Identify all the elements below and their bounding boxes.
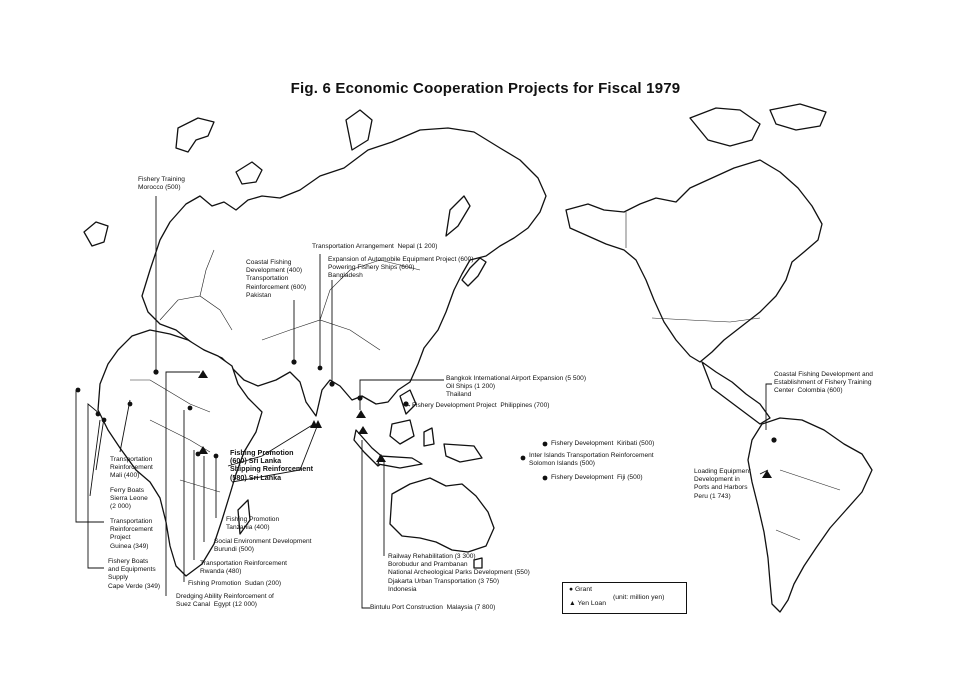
legend-grant: [569, 586, 592, 593]
marker-mali-grant: [128, 402, 133, 407]
marker-morocco-grant: [153, 369, 158, 374]
legend-grant-label: Grant: [575, 586, 592, 593]
marker-fiji-grant: [543, 476, 548, 481]
greenland-landmass: [176, 118, 262, 184]
marker-sudan-grant: [188, 406, 193, 411]
marker-philippines-grant: [403, 401, 408, 406]
map-title: Fig. 6 Economic Cooperation Projects for Fiscal 1979: [290, 80, 681, 97]
marker-guinea-grant: [96, 412, 101, 417]
marker-nepal-grant: [318, 366, 323, 371]
label-thailand: Bangkok International Airport Expansion (5 500) Oil Ships (1 200) Thailand: [446, 375, 587, 399]
label-kiribati: Fishery Development Kiribati (500): [551, 440, 655, 447]
label-philippines: Fishery Development Project Philippines (700): [412, 402, 550, 409]
legend-yen-loan: [569, 600, 606, 607]
marker-kiribati-grant: [543, 442, 548, 447]
label-srilanka: Fishing Promotion (600) Sri Lanka Shipping Reinforcement (580) Sri Lanka: [230, 448, 314, 482]
marker-malaysia-loan: [358, 426, 368, 434]
legend-yen-loan-label: Yen Loan: [577, 600, 606, 607]
label-sudan: Fishing Promotion Sudan (200): [188, 580, 282, 587]
label-solomon: Inter Islands Transportation Reinforcement Solomon Islands (500): [529, 452, 654, 468]
marker-colombia-grant: [771, 437, 776, 442]
label-tanzania: Fishing Promotion Tanzania (400): [226, 516, 280, 532]
legend-unit: (unit: million yen): [613, 594, 665, 601]
legend-yen-loan-triangle-icon: ▲: [569, 600, 576, 607]
marker-sierra-grant: [102, 418, 107, 423]
label-colombia: Coastal Fishing Development and Establishment of Fishery Training Center Colombia (600): [774, 371, 873, 395]
label-nepal: Transportation Arrangement Nepal (1 200): [312, 243, 438, 250]
label-malaysia: Bintulu Port Construction Malaysia (7 800): [370, 604, 496, 611]
marker-thailand-loan: [356, 410, 366, 418]
marker-solomon-grant: [521, 456, 526, 461]
marker-thailand-grant: [357, 395, 362, 400]
label-mali: Transportation Reinforcement Mali (400): [110, 456, 153, 480]
legend-box: [562, 582, 687, 614]
marker-pakistan-grant: [291, 359, 296, 364]
label-pakistan: Coastal Fishing Development (400) Transportation Reinforcement (600) Pakistan: [246, 259, 307, 299]
label-burundi: Social Environment Development Burundi (500): [214, 538, 312, 554]
label-bangladesh: Expansion of Automobile Equipment Project (600) Powering Fishery Ships (600) Bangladesh: [328, 256, 474, 280]
legend-grant-dot-icon: ●: [569, 586, 574, 593]
south-america-landmass: [748, 418, 872, 612]
label-fiji: Fishery Development Fiji (500): [551, 474, 643, 481]
label-guinea: Transportation Reinforcement Project Guinea (349): [110, 518, 153, 550]
label-capeverde: Fishery Boats and Equipments Supply Cape Verde (349): [108, 558, 161, 590]
label-indonesia: Railway Rehabilitation (3 300) Borobudur and Prambanan National Archeological Parks Development (550) Djakarta Urban Transportation (3 750) Indonesia: [388, 553, 530, 593]
label-egypt: Dredging Ability Reinforcement of Suez Canal Egypt (12 000): [176, 593, 274, 609]
label-morocco: Fishery Training Morocco (500): [138, 176, 185, 192]
label-rwanda: Transportation Reinforcement Rwanda (480): [200, 560, 287, 576]
marker-capeverde-grant: [76, 388, 81, 393]
label-sierra: Ferry Boats Sierra Leone (2 000): [110, 487, 148, 511]
label-peru: Loading Equipment Development in Ports and Harbors Peru (1 743): [694, 468, 751, 500]
marker-bangladesh-grant: [329, 381, 334, 386]
marker-tanzania-grant: [214, 454, 219, 459]
